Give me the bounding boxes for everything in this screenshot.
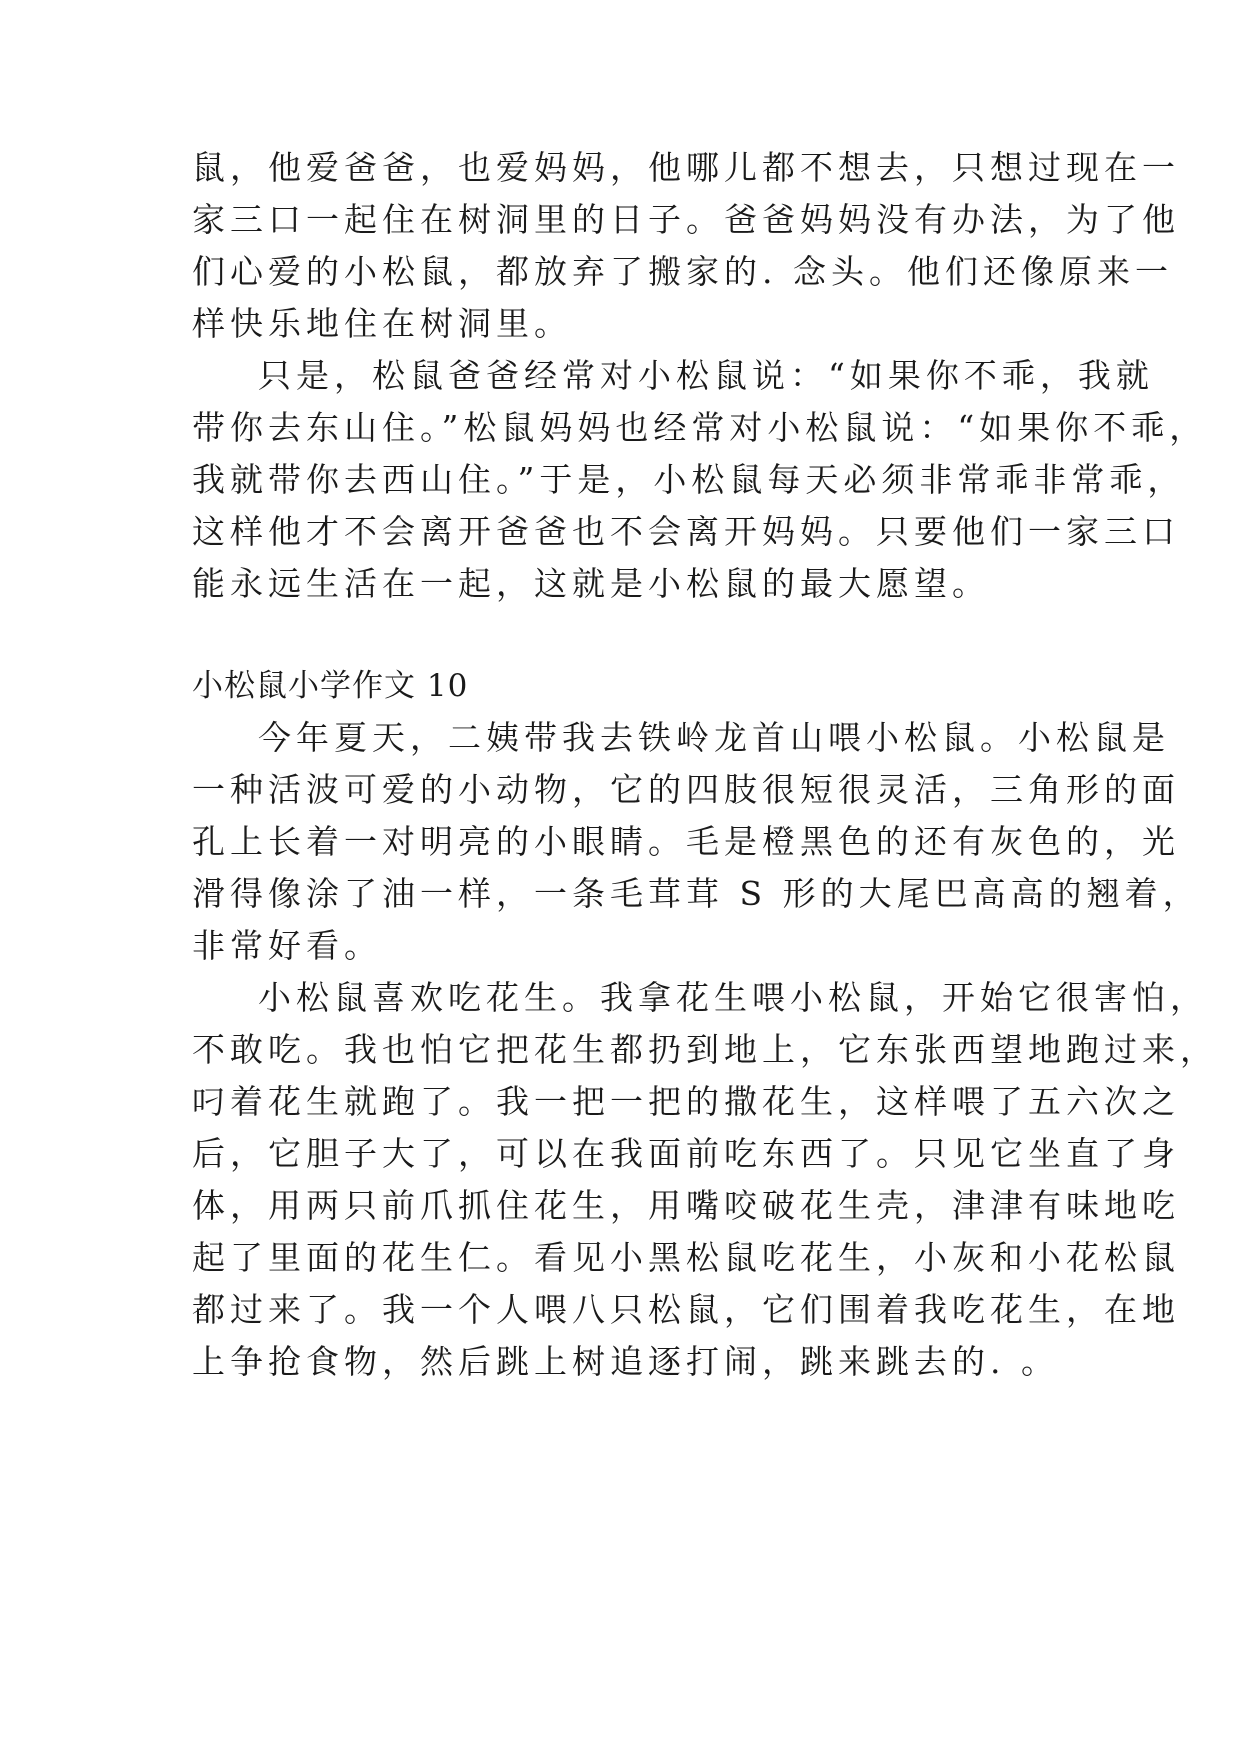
- paragraph-line: 样快乐地住在树洞里。: [192, 304, 572, 343]
- paragraph-line: 孔上长着一对明亮的小眼睛。毛是橙黑色的还有灰色的，光: [192, 822, 1180, 861]
- paragraph-line: 只是，松鼠爸爸经常对小松鼠说：“如果你不乖，我就: [258, 356, 1154, 395]
- paragraph-line: 上争抢食物，然后跳上树追逐打闹，跳来跳去的. 。: [192, 1342, 1059, 1381]
- paragraph-line: 小松鼠喜欢吃花生。我拿花生喂小松鼠，开始它很害怕，: [258, 978, 1208, 1017]
- paragraph-line: 都过来了。我一个人喂八只松鼠，它们围着我吃花生，在地: [192, 1290, 1180, 1329]
- paragraph-line: 能永远生活在一起，这就是小松鼠的最大愿望。: [192, 564, 990, 603]
- paragraph-line: 今年夏天，二姨带我去铁岭龙首山喂小松鼠。小松鼠是: [258, 718, 1170, 757]
- paragraph-line: 体，用两只前爪抓住花生，用嘴咬破花生壳，津津有味地吃: [192, 1186, 1180, 1225]
- paragraph-line: 非常好看。: [192, 926, 382, 965]
- paragraph-line: 家三口一起住在树洞里的日子。爸爸妈妈没有办法，为了他: [192, 200, 1180, 239]
- paragraph-line: 叼着花生就跑了。我一把一把的撒花生，这样喂了五六次之: [192, 1082, 1180, 1121]
- paragraph-line: 们心爱的小松鼠，都放弃了搬家的. 念头。他们还像原来一: [192, 252, 1173, 291]
- paragraph-line: 滑得像涂了油一样，一条毛茸茸 S 形的大尾巴高高的翘着，: [192, 874, 1201, 913]
- paragraph-line: 起了里面的花生仁。看见小黑松鼠吃花生，小灰和小花松鼠: [192, 1238, 1180, 1277]
- paragraph-line: 带你去东山住。”松鼠妈妈也经常对小松鼠说：“如果你不乖，: [192, 408, 1208, 447]
- paragraph-line: 一种活波可爱的小动物，它的四肢很短很灵活，三角形的面: [192, 770, 1180, 809]
- paragraph-line: 这样他才不会离开爸爸也不会离开妈妈。只要他们一家三口: [192, 512, 1180, 551]
- essay-title: 小松鼠小学作文 10: [192, 668, 469, 704]
- paragraph-line: 我就带你去西山住。”于是，小松鼠每天必须非常乖非常乖，: [192, 460, 1186, 499]
- paragraph-line: 不敢吃。我也怕它把花生都扔到地上，它东张西望地跑过来，: [192, 1030, 1218, 1069]
- paragraph-line: 鼠，他爱爸爸，也爱妈妈，他哪儿都不想去，只想过现在一: [192, 148, 1180, 187]
- paragraph-line: 后，它胆子大了，可以在我面前吃东西了。只见它坐直了身: [192, 1134, 1180, 1173]
